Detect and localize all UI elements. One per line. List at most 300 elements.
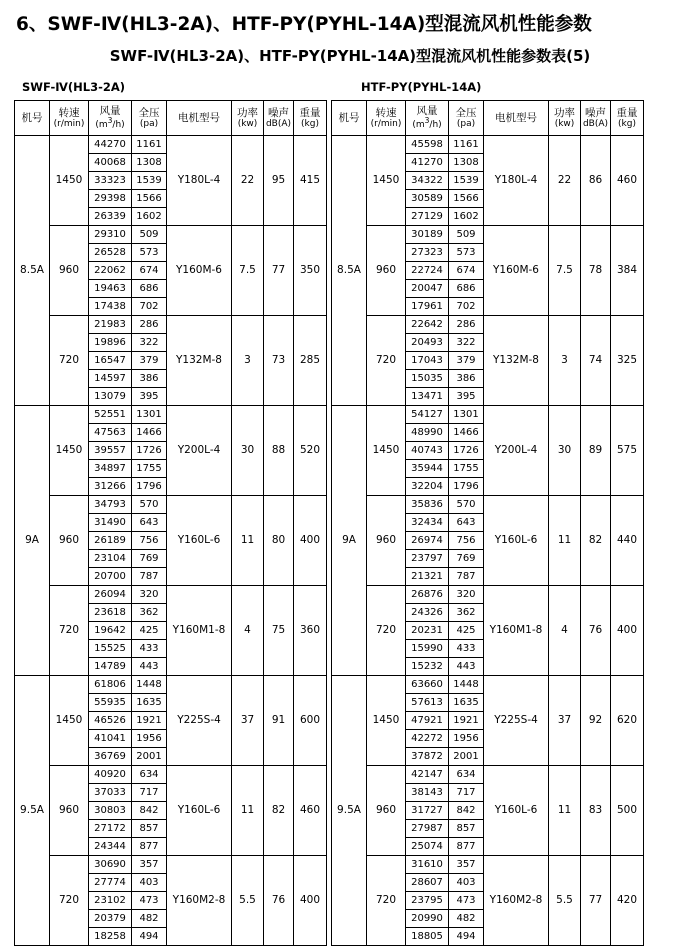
cell-airflow: 35944	[406, 460, 449, 478]
cell-motor-model: Y132M-8	[167, 316, 232, 406]
section-labels	[14, 80, 686, 96]
cell-pressure: 320	[132, 586, 167, 604]
cell-pressure: 362	[449, 604, 484, 622]
cell-airflow: 47921	[406, 712, 449, 730]
cell-airflow: 61806	[89, 676, 132, 694]
cell-pressure: 842	[132, 802, 167, 820]
cell-power: 11	[549, 766, 581, 856]
cell-weight: 350	[294, 226, 327, 316]
cell-airflow: 35836	[406, 496, 449, 514]
cell-pressure: 1921	[449, 712, 484, 730]
cell-pressure: 717	[449, 784, 484, 802]
cell-motor-model: Y160M1-8	[484, 586, 549, 676]
cell-pressure: 320	[449, 586, 484, 604]
cell-pressure: 674	[132, 262, 167, 280]
cell-speed: 720	[50, 586, 89, 676]
table-row	[332, 136, 644, 154]
table-row	[15, 406, 327, 424]
cell-pressure: 1602	[132, 208, 167, 226]
cell-fan-model: 8.5A	[332, 136, 367, 406]
cell-airflow: 27172	[89, 820, 132, 838]
cell-airflow: 22724	[406, 262, 449, 280]
cell-speed: 1450	[50, 406, 89, 496]
cell-weight: 600	[294, 676, 327, 766]
cell-airflow: 15232	[406, 658, 449, 676]
cell-motor-model: Y225S-4	[484, 676, 549, 766]
cell-pressure: 634	[132, 766, 167, 784]
cell-noise: 82	[264, 766, 294, 856]
cell-power: 7.5	[549, 226, 581, 316]
cell-airflow: 48990	[406, 424, 449, 442]
cell-weight: 500	[611, 766, 644, 856]
cell-airflow: 36769	[89, 748, 132, 766]
cell-power: 11	[232, 766, 264, 856]
cell-airflow: 15990	[406, 640, 449, 658]
cell-pressure: 322	[449, 334, 484, 352]
cell-speed: 720	[367, 856, 406, 946]
cell-speed: 720	[50, 856, 89, 946]
cell-pressure: 386	[132, 370, 167, 388]
cell-pressure: 643	[132, 514, 167, 532]
column-header-2: 转速 (r/min)	[367, 101, 406, 136]
cell-motor-model: Y160L-6	[484, 496, 549, 586]
cell-airflow: 41270	[406, 154, 449, 172]
cell-speed: 960	[367, 226, 406, 316]
cell-power: 11	[232, 496, 264, 586]
table-header-row	[15, 101, 327, 136]
column-header-6: 功率 (kw)	[232, 101, 264, 136]
cell-airflow: 28607	[406, 874, 449, 892]
cell-airflow: 41041	[89, 730, 132, 748]
cell-airflow: 29310	[89, 226, 132, 244]
table-row	[332, 856, 644, 874]
cell-power: 30	[232, 406, 264, 496]
cell-weight: 460	[294, 766, 327, 856]
cell-speed: 960	[367, 766, 406, 856]
column-header-3: 风量 $(m^3/h)$	[89, 101, 132, 136]
cell-airflow: 26094	[89, 586, 132, 604]
table-row	[15, 766, 327, 784]
cell-airflow: 13079	[89, 388, 132, 406]
cell-pressure: 357	[132, 856, 167, 874]
cell-pressure: 1539	[132, 172, 167, 190]
column-header-2: 转速 (r/min)	[50, 101, 89, 136]
cell-airflow: 31266	[89, 478, 132, 496]
cell-pressure: 395	[449, 388, 484, 406]
cell-speed: 1450	[367, 406, 406, 496]
right-table-label: HTF-PY(PYHL-14A)	[361, 80, 482, 94]
cell-power: 37	[232, 676, 264, 766]
cell-airflow: 17438	[89, 298, 132, 316]
cell-airflow: 38143	[406, 784, 449, 802]
cell-pressure: 634	[449, 766, 484, 784]
cell-pressure: 1755	[132, 460, 167, 478]
cell-power: 3	[232, 316, 264, 406]
cell-pressure: 509	[132, 226, 167, 244]
cell-pressure: 1796	[132, 478, 167, 496]
column-header-6: 功率 (kw)	[549, 101, 581, 136]
cell-speed: 960	[50, 226, 89, 316]
cell-airflow: 47563	[89, 424, 132, 442]
cell-speed: 1450	[50, 676, 89, 766]
cell-pressure: 379	[449, 352, 484, 370]
cell-airflow: 23795	[406, 892, 449, 910]
cell-weight: 575	[611, 406, 644, 496]
cell-pressure: 1602	[449, 208, 484, 226]
cell-power: 4	[232, 586, 264, 676]
cell-pressure: 433	[132, 640, 167, 658]
cell-noise: 86	[581, 136, 611, 226]
column-header-1: 机号	[15, 101, 50, 136]
cell-airflow: 14597	[89, 370, 132, 388]
cell-pressure: 1635	[449, 694, 484, 712]
cell-pressure: 842	[449, 802, 484, 820]
cell-pressure: 494	[449, 928, 484, 946]
cell-weight: 285	[294, 316, 327, 406]
cell-airflow: 23797	[406, 550, 449, 568]
cell-weight: 415	[294, 136, 327, 226]
cell-airflow: 30189	[406, 226, 449, 244]
cell-noise: 74	[581, 316, 611, 406]
cell-pressure: 425	[449, 622, 484, 640]
cell-airflow: 20990	[406, 910, 449, 928]
cell-noise: 78	[581, 226, 611, 316]
cell-airflow: 20700	[89, 568, 132, 586]
cell-airflow: 63660	[406, 676, 449, 694]
cell-pressure: 643	[449, 514, 484, 532]
cell-noise: 95	[264, 136, 294, 226]
cell-airflow: 20379	[89, 910, 132, 928]
cell-weight: 520	[294, 406, 327, 496]
cell-airflow: 34322	[406, 172, 449, 190]
cell-noise: 88	[264, 406, 294, 496]
table-row	[332, 766, 644, 784]
cell-airflow: 18258	[89, 928, 132, 946]
cell-airflow: 55935	[89, 694, 132, 712]
cell-motor-model: Y160L-6	[167, 766, 232, 856]
cell-airflow: 18805	[406, 928, 449, 946]
cell-airflow: 14789	[89, 658, 132, 676]
cell-pressure: 386	[449, 370, 484, 388]
cell-airflow: 31490	[89, 514, 132, 532]
cell-pressure: 286	[449, 316, 484, 334]
cell-pressure: 395	[132, 388, 167, 406]
cell-pressure: 1566	[449, 190, 484, 208]
cell-weight: 440	[611, 496, 644, 586]
cell-pressure: 686	[132, 280, 167, 298]
cell-pressure: 1161	[449, 136, 484, 154]
cell-pressure: 877	[449, 838, 484, 856]
cell-noise: 83	[581, 766, 611, 856]
cell-pressure: 756	[132, 532, 167, 550]
cell-power: 22	[549, 136, 581, 226]
cell-motor-model: Y160M-6	[484, 226, 549, 316]
cell-airflow: 27774	[89, 874, 132, 892]
cell-airflow: 17961	[406, 298, 449, 316]
cell-noise: 80	[264, 496, 294, 586]
cell-power: 4	[549, 586, 581, 676]
cell-noise: 77	[264, 226, 294, 316]
cell-weight: 360	[294, 586, 327, 676]
column-header-7: 噪声 dB(A)	[264, 101, 294, 136]
cell-airflow: 15525	[89, 640, 132, 658]
cell-airflow: 34897	[89, 460, 132, 478]
cell-motor-model: Y160L-6	[484, 766, 549, 856]
cell-airflow: 32204	[406, 478, 449, 496]
cell-airflow: 21321	[406, 568, 449, 586]
cell-pressure: 877	[132, 838, 167, 856]
cell-pressure: 473	[132, 892, 167, 910]
column-header-1: 机号	[332, 101, 367, 136]
cell-pressure: 1726	[449, 442, 484, 460]
cell-airflow: 23104	[89, 550, 132, 568]
cell-airflow: 26339	[89, 208, 132, 226]
cell-pressure: 1466	[449, 424, 484, 442]
column-header-5: 电机型号	[167, 101, 232, 136]
cell-weight: 460	[611, 136, 644, 226]
column-header-7: 噪声 dB(A)	[581, 101, 611, 136]
cell-motor-model: Y200L-4	[484, 406, 549, 496]
cell-pressure: 1755	[449, 460, 484, 478]
cell-noise: 82	[581, 496, 611, 586]
cell-airflow: 23618	[89, 604, 132, 622]
cell-airflow: 26189	[89, 532, 132, 550]
cell-pressure: 1466	[132, 424, 167, 442]
cell-airflow: 13471	[406, 388, 449, 406]
cell-pressure: 2001	[449, 748, 484, 766]
cell-airflow: 52551	[89, 406, 132, 424]
cell-power: 5.5	[232, 856, 264, 946]
cell-pressure: 1956	[132, 730, 167, 748]
cell-pressure: 403	[132, 874, 167, 892]
cell-speed: 960	[50, 496, 89, 586]
cell-airflow: 23102	[89, 892, 132, 910]
cell-pressure: 494	[132, 928, 167, 946]
cell-pressure: 570	[449, 496, 484, 514]
cell-airflow: 29398	[89, 190, 132, 208]
cell-weight: 620	[611, 676, 644, 766]
table-row	[332, 586, 644, 604]
cell-pressure: 2001	[132, 748, 167, 766]
table-row	[15, 136, 327, 154]
cell-airflow: 17043	[406, 352, 449, 370]
cell-airflow: 26974	[406, 532, 449, 550]
cell-speed: 960	[367, 496, 406, 586]
cell-airflow: 42147	[406, 766, 449, 784]
cell-pressure: 357	[449, 856, 484, 874]
cell-pressure: 1635	[132, 694, 167, 712]
column-header-5: 电机型号	[484, 101, 549, 136]
cell-speed: 720	[367, 316, 406, 406]
cell-noise: 92	[581, 676, 611, 766]
cell-airflow: 27987	[406, 820, 449, 838]
cell-airflow: 27129	[406, 208, 449, 226]
cell-motor-model: Y160M2-8	[484, 856, 549, 946]
cell-airflow: 31727	[406, 802, 449, 820]
spec-table-swf-iv	[14, 100, 327, 946]
cell-pressure: 573	[449, 244, 484, 262]
cell-pressure: 702	[132, 298, 167, 316]
cell-airflow: 20231	[406, 622, 449, 640]
column-header-8: 重量 (kg)	[294, 101, 327, 136]
cell-pressure: 769	[449, 550, 484, 568]
table-caption: SWF-Ⅳ(HL3-2A)、HTF-PY(PYHL-14A)型混流风机性能参数表(5)	[109, 47, 591, 65]
cell-motor-model: Y225S-4	[167, 676, 232, 766]
cell-airflow: 25074	[406, 838, 449, 856]
cell-pressure: 1726	[132, 442, 167, 460]
cell-pressure: 403	[449, 874, 484, 892]
cell-pressure: 322	[132, 334, 167, 352]
column-header-4: 全压 (pa)	[132, 101, 167, 136]
cell-pressure: 857	[132, 820, 167, 838]
cell-pressure: 702	[449, 298, 484, 316]
table-row	[332, 406, 644, 424]
cell-airflow: 54127	[406, 406, 449, 424]
cell-pressure: 509	[449, 226, 484, 244]
cell-noise: 76	[581, 586, 611, 676]
column-header-8: 重量 (kg)	[611, 101, 644, 136]
cell-airflow: 26528	[89, 244, 132, 262]
cell-fan-model: 9A	[332, 406, 367, 676]
cell-airflow: 33323	[89, 172, 132, 190]
table-row	[15, 586, 327, 604]
cell-motor-model: Y132M-8	[484, 316, 549, 406]
cell-pressure: 717	[132, 784, 167, 802]
spec-table-htf-py	[331, 100, 644, 946]
cell-power: 3	[549, 316, 581, 406]
cell-airflow: 24344	[89, 838, 132, 856]
cell-motor-model: Y160M-6	[167, 226, 232, 316]
cell-pressure: 362	[132, 604, 167, 622]
cell-weight: 420	[611, 856, 644, 946]
table-row	[332, 316, 644, 334]
cell-airflow: 30803	[89, 802, 132, 820]
cell-airflow: 31610	[406, 856, 449, 874]
cell-pressure: 787	[132, 568, 167, 586]
cell-motor-model: Y160M1-8	[167, 586, 232, 676]
cell-pressure: 769	[132, 550, 167, 568]
cell-airflow: 40068	[89, 154, 132, 172]
cell-airflow: 44270	[89, 136, 132, 154]
cell-pressure: 433	[449, 640, 484, 658]
cell-motor-model: Y160L-6	[167, 496, 232, 586]
cell-fan-model: 9A	[15, 406, 50, 676]
cell-airflow: 21983	[89, 316, 132, 334]
cell-pressure: 1448	[132, 676, 167, 694]
cell-pressure: 573	[132, 244, 167, 262]
page-title: 6、SWF-Ⅳ(HL3-2A)、HTF-PY(PYHL-14A)型混流风机性能参数	[16, 14, 592, 35]
cell-airflow: 42272	[406, 730, 449, 748]
table-row	[15, 496, 327, 514]
cell-noise: 76	[264, 856, 294, 946]
cell-pressure: 443	[132, 658, 167, 676]
cell-motor-model: Y180L-4	[167, 136, 232, 226]
cell-airflow: 15035	[406, 370, 449, 388]
table-header-row	[332, 101, 644, 136]
cell-fan-model: 9.5A	[15, 676, 50, 946]
cell-airflow: 45598	[406, 136, 449, 154]
cell-weight: 325	[611, 316, 644, 406]
cell-speed: 1450	[50, 136, 89, 226]
cell-pressure: 1956	[449, 730, 484, 748]
cell-pressure: 1308	[449, 154, 484, 172]
column-header-4: 全压 (pa)	[449, 101, 484, 136]
cell-speed: 960	[50, 766, 89, 856]
cell-weight: 400	[294, 496, 327, 586]
cell-pressure: 857	[449, 820, 484, 838]
cell-pressure: 674	[449, 262, 484, 280]
cell-airflow: 27323	[406, 244, 449, 262]
cell-speed: 720	[50, 316, 89, 406]
cell-pressure: 379	[132, 352, 167, 370]
cell-airflow: 24326	[406, 604, 449, 622]
cell-pressure: 1301	[449, 406, 484, 424]
cell-airflow: 26876	[406, 586, 449, 604]
cell-airflow: 22062	[89, 262, 132, 280]
spec-tables-container	[14, 100, 686, 946]
cell-weight: 384	[611, 226, 644, 316]
cell-noise: 77	[581, 856, 611, 946]
cell-motor-model: Y160M2-8	[167, 856, 232, 946]
cell-pressure: 482	[132, 910, 167, 928]
cell-airflow: 19463	[89, 280, 132, 298]
cell-pressure: 686	[449, 280, 484, 298]
cell-pressure: 1161	[132, 136, 167, 154]
cell-airflow: 16547	[89, 352, 132, 370]
cell-airflow: 34793	[89, 496, 132, 514]
cell-fan-model: 8.5A	[15, 136, 50, 406]
cell-pressure: 482	[449, 910, 484, 928]
cell-airflow: 19642	[89, 622, 132, 640]
cell-speed: 1450	[367, 136, 406, 226]
cell-pressure: 570	[132, 496, 167, 514]
cell-pressure: 443	[449, 658, 484, 676]
cell-power: 22	[232, 136, 264, 226]
cell-power: 37	[549, 676, 581, 766]
cell-speed: 1450	[367, 676, 406, 766]
cell-airflow: 19896	[89, 334, 132, 352]
cell-pressure: 286	[132, 316, 167, 334]
cell-airflow: 20047	[406, 280, 449, 298]
table-row	[15, 676, 327, 694]
cell-weight: 400	[611, 586, 644, 676]
cell-airflow: 20493	[406, 334, 449, 352]
cell-airflow: 30589	[406, 190, 449, 208]
cell-weight: 400	[294, 856, 327, 946]
cell-pressure: 1921	[132, 712, 167, 730]
cell-pressure: 1539	[449, 172, 484, 190]
cell-noise: 91	[264, 676, 294, 766]
cell-power: 5.5	[549, 856, 581, 946]
cell-pressure: 1308	[132, 154, 167, 172]
cell-pressure: 756	[449, 532, 484, 550]
left-table-label: SWF-Ⅳ(HL3-2A)	[22, 80, 126, 94]
table-row	[15, 856, 327, 874]
table-row	[332, 226, 644, 244]
table-row	[15, 226, 327, 244]
document-page	[0, 10, 700, 942]
column-header-3: 风量 $(m^3/h)$	[406, 101, 449, 136]
cell-motor-model: Y180L-4	[484, 136, 549, 226]
cell-power: 7.5	[232, 226, 264, 316]
table-row	[332, 676, 644, 694]
cell-airflow: 30690	[89, 856, 132, 874]
cell-fan-model: 9.5A	[332, 676, 367, 946]
cell-pressure: 1796	[449, 478, 484, 496]
cell-pressure: 473	[449, 892, 484, 910]
cell-pressure: 1566	[132, 190, 167, 208]
cell-airflow: 22642	[406, 316, 449, 334]
